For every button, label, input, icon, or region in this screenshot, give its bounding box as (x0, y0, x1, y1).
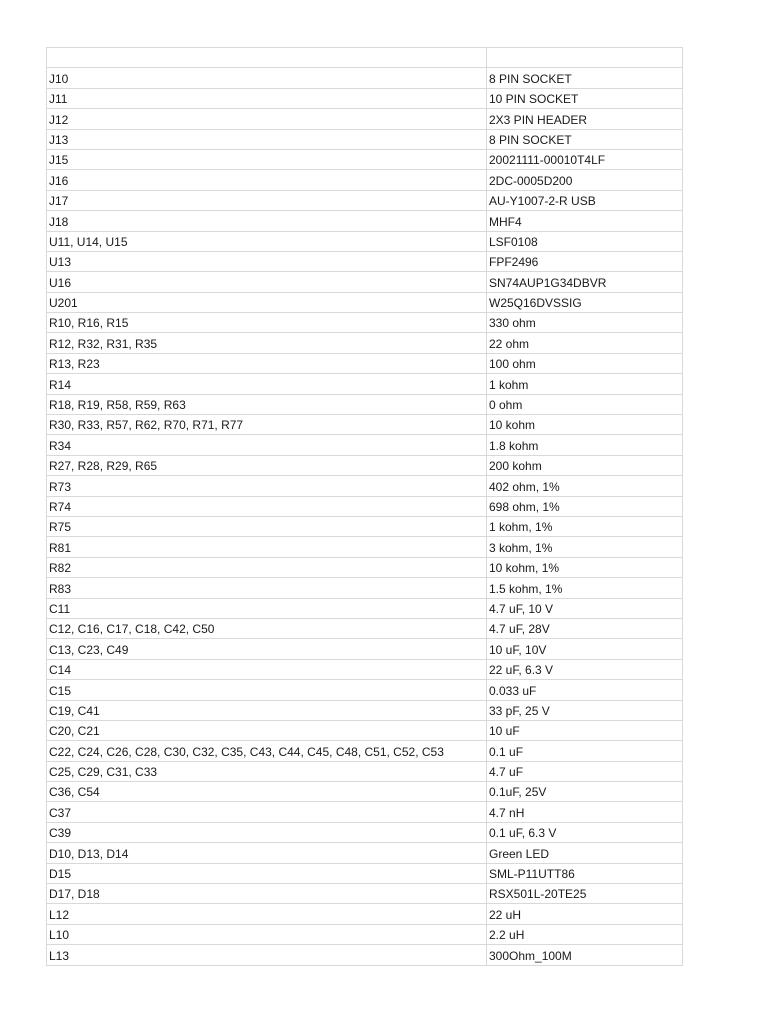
designator-cell: J17 (47, 190, 487, 210)
table-row (47, 149, 683, 169)
value-cell: 100 ohm (487, 353, 683, 373)
designator-cell: J10 (47, 68, 487, 88)
designator-cell: J16 (47, 170, 487, 190)
value-cell: 1 kohm, 1% (487, 516, 683, 536)
value-cell: 2.2 uH (487, 924, 683, 944)
value-cell: 10 kohm, 1% (487, 557, 683, 577)
value-cell: 22 uF, 6.3 V (487, 659, 683, 679)
value-cell: 33 pF, 25 V (487, 700, 683, 720)
value-cell: 0.1 uF, 6.3 V (487, 822, 683, 842)
value-cell: 22 ohm (487, 333, 683, 353)
value-cell: RSX501L-20TE25 (487, 884, 683, 904)
table-row (47, 333, 683, 353)
table-row (47, 639, 683, 659)
table-row (47, 374, 683, 394)
table-row (47, 924, 683, 944)
table-row (47, 700, 683, 720)
designator-cell: C25, C29, C31, C33 (47, 761, 487, 781)
designator-cell: L13 (47, 945, 487, 965)
designator-cell: L10 (47, 924, 487, 944)
value-cell: 3 kohm, 1% (487, 537, 683, 557)
designator-cell: R75 (47, 516, 487, 536)
table-row (47, 313, 683, 333)
value-cell: 402 ohm, 1% (487, 476, 683, 496)
table-row (47, 659, 683, 679)
table-row (47, 598, 683, 618)
value-cell: LSF0108 (487, 231, 683, 251)
value-cell: 10 uF, 10V (487, 639, 683, 659)
header-cell-value (487, 48, 683, 68)
designator-cell: C11 (47, 598, 487, 618)
designator-cell: R74 (47, 496, 487, 516)
designator-cell: C14 (47, 659, 487, 679)
designator-cell: J13 (47, 129, 487, 149)
designator-cell: U201 (47, 292, 487, 312)
value-cell: W25Q16DVSSIG (487, 292, 683, 312)
table-row (47, 578, 683, 598)
table-row (47, 741, 683, 761)
table-row (47, 415, 683, 435)
value-cell: 20021111-00010T4LF (487, 149, 683, 169)
value-cell: 1 kohm (487, 374, 683, 394)
designator-cell: R18, R19, R58, R59, R63 (47, 394, 487, 414)
table-row (47, 680, 683, 700)
table-row (47, 537, 683, 557)
table-row (47, 129, 683, 149)
designator-cell: C20, C21 (47, 720, 487, 740)
designator-cell: U13 (47, 251, 487, 271)
designator-cell: J12 (47, 109, 487, 129)
value-cell: 2X3 PIN HEADER (487, 109, 683, 129)
designator-cell: C12, C16, C17, C18, C42, C50 (47, 618, 487, 638)
table-row (47, 516, 683, 536)
designator-cell: D17, D18 (47, 884, 487, 904)
parts-table (46, 47, 683, 966)
table-row (47, 945, 683, 965)
value-cell: FPF2496 (487, 251, 683, 271)
table-row (47, 68, 683, 88)
table-row (47, 822, 683, 842)
value-cell: 8 PIN SOCKET (487, 129, 683, 149)
designator-cell: D10, D13, D14 (47, 843, 487, 863)
designator-cell: C15 (47, 680, 487, 700)
value-cell: SML-P11UTT86 (487, 863, 683, 883)
table-row (47, 88, 683, 108)
table-row (47, 211, 683, 231)
table-row (47, 761, 683, 781)
value-cell: 0.1uF, 25V (487, 782, 683, 802)
value-cell: 2DC-0005D200 (487, 170, 683, 190)
value-cell: SN74AUP1G34DBVR (487, 272, 683, 292)
designator-cell: J18 (47, 211, 487, 231)
table-row (47, 292, 683, 312)
value-cell: 1.8 kohm (487, 435, 683, 455)
designator-cell: R82 (47, 557, 487, 577)
value-cell: 0.033 uF (487, 680, 683, 700)
table-row (47, 496, 683, 516)
value-cell: 4.7 uF, 28V (487, 618, 683, 638)
table-row (47, 231, 683, 251)
table-row (47, 353, 683, 373)
table-row (47, 476, 683, 496)
designator-cell: U11, U14, U15 (47, 231, 487, 251)
value-cell: 22 uH (487, 904, 683, 924)
designator-cell: R10, R16, R15 (47, 313, 487, 333)
table-row (47, 843, 683, 863)
value-cell: 4.7 nH (487, 802, 683, 822)
designator-cell: C19, C41 (47, 700, 487, 720)
value-cell: 1.5 kohm, 1% (487, 578, 683, 598)
table-row (47, 802, 683, 822)
value-cell: MHF4 (487, 211, 683, 231)
designator-cell: R83 (47, 578, 487, 598)
table-row (47, 557, 683, 577)
table-row (47, 904, 683, 924)
designator-cell: C39 (47, 822, 487, 842)
designator-cell: R30, R33, R57, R62, R70, R71, R77 (47, 415, 487, 435)
value-cell: 300Ohm_100M (487, 945, 683, 965)
table-row (47, 884, 683, 904)
designator-cell: R14 (47, 374, 487, 394)
designator-cell: L12 (47, 904, 487, 924)
value-cell: 4.7 uF, 10 V (487, 598, 683, 618)
designator-cell: C13, C23, C49 (47, 639, 487, 659)
value-cell: 4.7 uF (487, 761, 683, 781)
table-row (47, 435, 683, 455)
designator-cell: J15 (47, 149, 487, 169)
value-cell: 200 kohm (487, 455, 683, 475)
table-row (47, 455, 683, 475)
designator-cell: C36, C54 (47, 782, 487, 802)
value-cell: Green LED (487, 843, 683, 863)
value-cell: 698 ohm, 1% (487, 496, 683, 516)
designator-cell: R34 (47, 435, 487, 455)
value-cell: 0.1 uF (487, 741, 683, 761)
designator-cell: R13, R23 (47, 353, 487, 373)
table-row (47, 863, 683, 883)
designator-cell: U16 (47, 272, 487, 292)
header-row (47, 48, 683, 68)
table-row (47, 618, 683, 638)
designator-cell: R73 (47, 476, 487, 496)
table-row (47, 272, 683, 292)
designator-cell: C22, C24, C26, C28, C30, C32, C35, C43, C44, C45, C48, C51, C52, C53 (47, 741, 487, 761)
value-cell: 10 PIN SOCKET (487, 88, 683, 108)
designator-cell: R81 (47, 537, 487, 557)
header-cell-designator (47, 48, 487, 68)
table-row (47, 394, 683, 414)
table-row (47, 782, 683, 802)
designator-cell: R12, R32, R31, R35 (47, 333, 487, 353)
value-cell: AU-Y1007-2-R USB (487, 190, 683, 210)
designator-cell: J11 (47, 88, 487, 108)
table-row (47, 190, 683, 210)
designator-cell: R27, R28, R29, R65 (47, 455, 487, 475)
value-cell: 10 uF (487, 720, 683, 740)
value-cell: 8 PIN SOCKET (487, 68, 683, 88)
parts-table-body (47, 48, 683, 966)
value-cell: 330 ohm (487, 313, 683, 333)
value-cell: 10 kohm (487, 415, 683, 435)
designator-cell: C37 (47, 802, 487, 822)
table-row (47, 170, 683, 190)
value-cell: 0 ohm (487, 394, 683, 414)
table-row (47, 251, 683, 271)
designator-cell: D15 (47, 863, 487, 883)
table-row (47, 720, 683, 740)
table-row (47, 109, 683, 129)
